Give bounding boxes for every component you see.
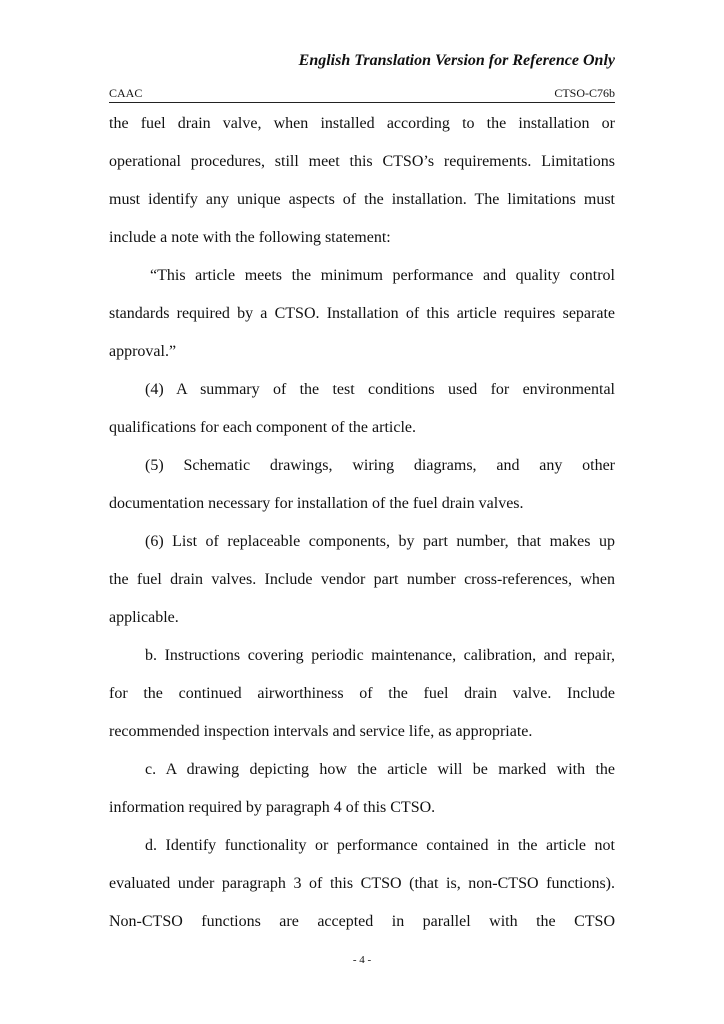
header-doc-id: CTSO-C76b — [554, 86, 615, 100]
item-c-line: c. A drawing depicting how the article will be marked with the — [145, 761, 615, 778]
quote-line: standards required by a CTSO. Installation of this article requires separate — [109, 305, 615, 322]
item-d-line: Non-CTSO functions are accepted in parallel with the CTSO — [109, 913, 615, 930]
item-4-line: qualifications for each component of the article. — [109, 419, 416, 436]
item-5-line: (5) Schematic drawings, wiring diagrams, and any other — [145, 457, 615, 474]
page-header — [109, 86, 615, 103]
item-d-line: d. Identify functionality or performance contained in the article not — [145, 837, 615, 854]
quote-line: “This article meets the minimum performance and quality control — [150, 267, 615, 284]
item-4-line: (4) A summary of the test conditions used for environmental — [145, 381, 615, 398]
item-b-line: b. Instructions covering periodic maintenance, calibration, and repair, — [145, 647, 615, 664]
item-6-line: the fuel drain valves. Include vendor part number cross-references, when — [109, 571, 615, 588]
item-b-line: recommended inspection intervals and service life, as appropriate. — [109, 723, 533, 740]
item-d-line: evaluated under paragraph 3 of this CTSO (that is, non-CTSO functions). — [109, 875, 615, 892]
item-6-line: (6) List of replaceable components, by part number, that makes up — [145, 533, 615, 550]
translation-note: English Translation Version for Reference Only — [298, 52, 615, 69]
item-6-line: applicable. — [109, 609, 179, 626]
text-line: operational procedures, still meet this CTSO’s requirements. Limitations — [109, 153, 615, 170]
text-line: the fuel drain valve, when installed according to the installation or — [109, 115, 615, 132]
item-c-line: information required by paragraph 4 of this CTSO. — [109, 799, 436, 816]
quote-line: approval.” — [109, 343, 177, 360]
item-5-line: documentation necessary for installation of the fuel drain valves. — [109, 495, 524, 512]
text-line: must identify any unique aspects of the installation. The limitations must — [109, 191, 615, 208]
page-number: - 4 - — [352, 954, 372, 966]
item-b-line: for the continued airworthiness of the fuel drain valve. Include — [109, 685, 615, 702]
text-line: include a note with the following statement: — [109, 229, 391, 246]
header-org: CAAC — [109, 86, 143, 100]
